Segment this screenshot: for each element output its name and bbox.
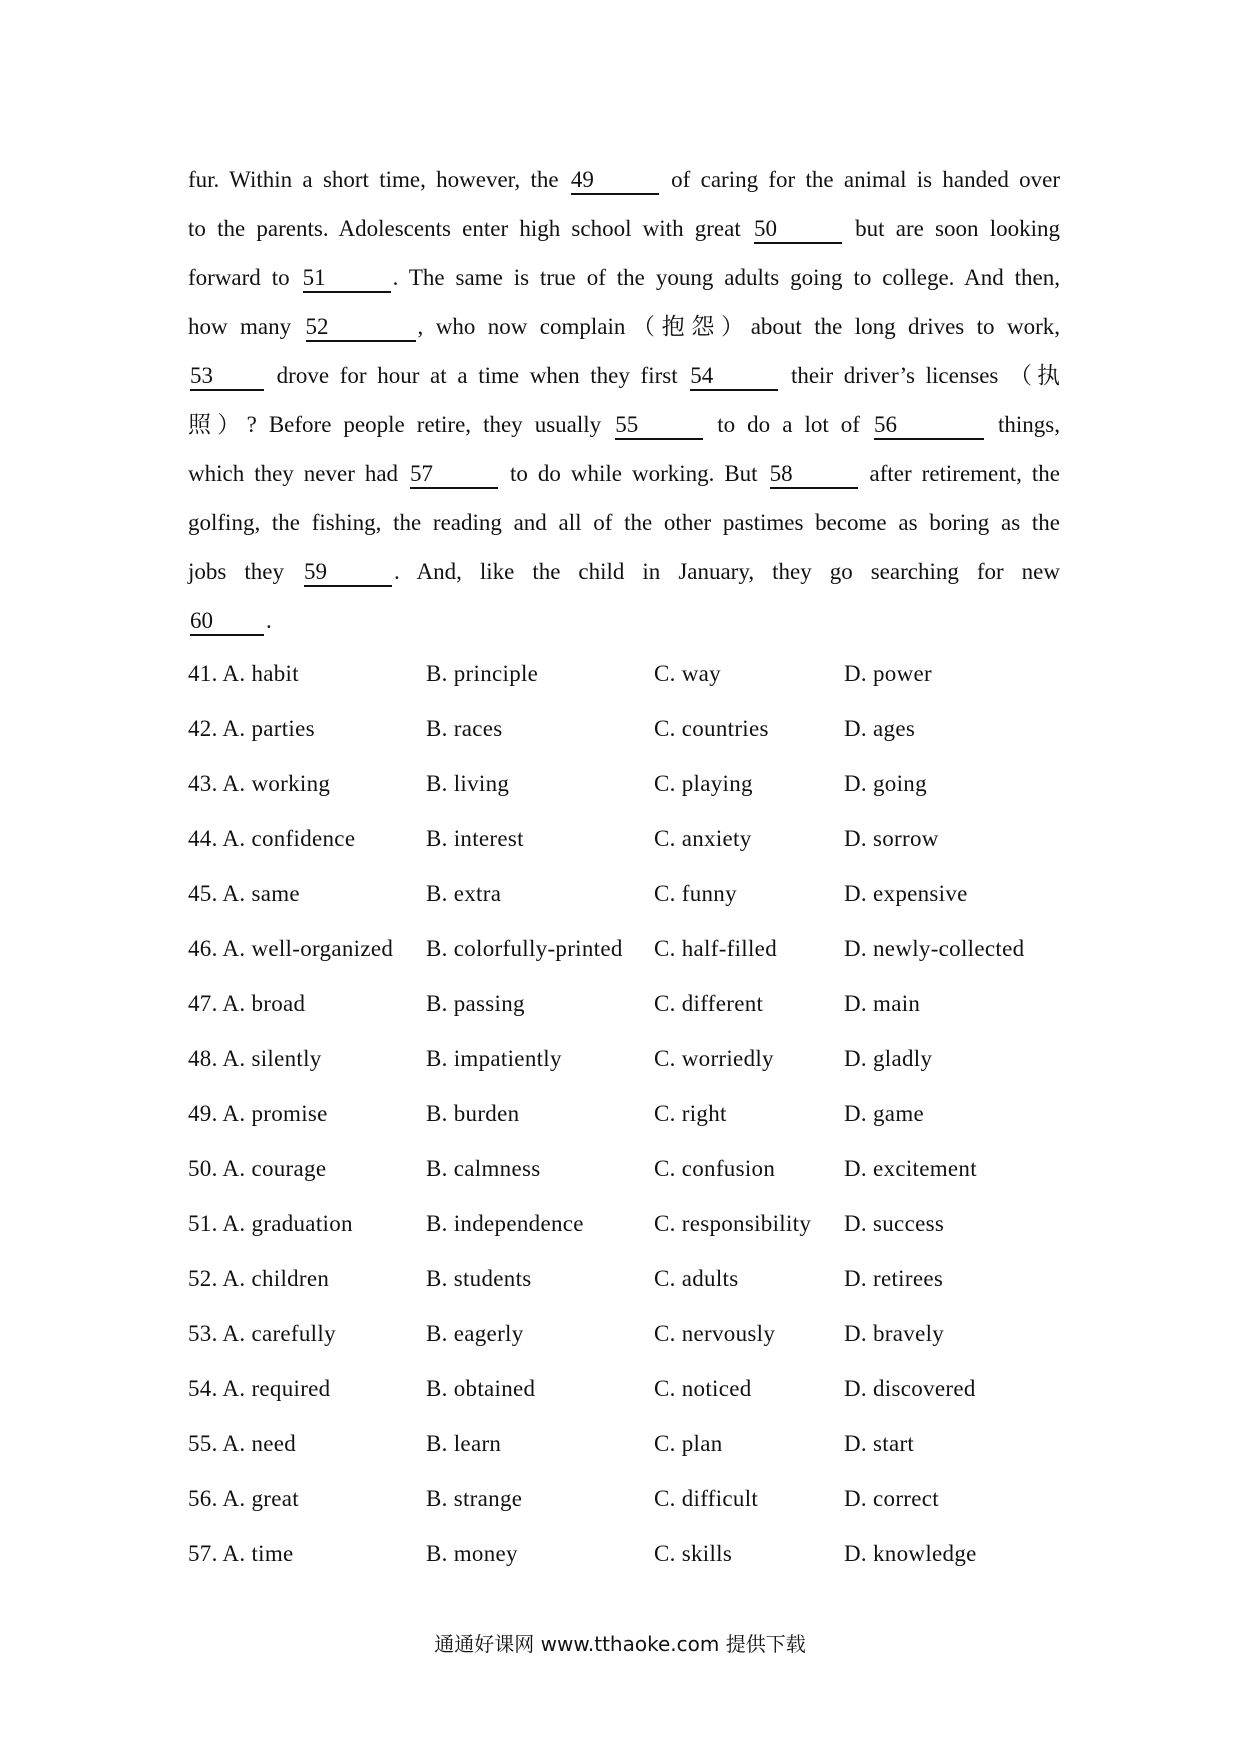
option-d: D. knowledge [844, 1541, 977, 1566]
question-row [188, 1211, 1060, 1266]
blank-59: 59 [304, 559, 392, 587]
blank-60: 60 [190, 608, 264, 636]
question-row [188, 1046, 1060, 1101]
question-row [188, 716, 1060, 771]
option-d: D. success [844, 1211, 945, 1236]
answer-options [188, 661, 1060, 1596]
passage-line: jobs they 59 . And, like the child in January, they go searching for new [188, 547, 1060, 596]
option-d: D. sorrow [844, 826, 939, 851]
option-b: B. impatiently [426, 1046, 562, 1071]
option-c: C. right [654, 1101, 727, 1126]
option-c: C. skills [654, 1541, 733, 1566]
blank-53: 53 [190, 363, 264, 391]
blank-56: 56 [874, 412, 984, 440]
document-page [188, 155, 1060, 1596]
blank-51: 51 [303, 265, 391, 293]
page-footer: 通通好课网 www.tthaoke.com 提供下载 [434, 1632, 806, 1656]
option-a: 46. A. well-organized [188, 936, 394, 961]
option-a: 54. A. required [188, 1376, 331, 1401]
blank-54: 54 [690, 363, 778, 391]
option-b: B. living [426, 771, 510, 796]
question-row [188, 1321, 1060, 1376]
passage-line: fur. Within a short time, however, the 49 of caring for the animal is handed over [188, 155, 1060, 204]
option-c: C. adults [654, 1266, 739, 1291]
option-d: D. gladly [844, 1046, 933, 1071]
option-c: C. responsibility [654, 1211, 812, 1236]
option-b: B. strange [426, 1486, 523, 1511]
question-row [188, 1376, 1060, 1431]
option-a: 41. A. habit [188, 661, 299, 686]
option-a: 48. A. silently [188, 1046, 322, 1071]
passage-line: golfing, the fishing, the reading and all of the other pastimes become as boring as the [188, 510, 1060, 535]
passage-line: 照）? Before people retire, they usually 55 to do a lot of 56 things, [188, 400, 1060, 449]
question-row [188, 1486, 1060, 1541]
option-c: C. way [654, 661, 721, 686]
option-c: C. anxiety [654, 826, 752, 851]
option-b: B. passing [426, 991, 525, 1016]
option-a: 53. A. carefully [188, 1321, 336, 1346]
option-d: D. newly-collected [844, 936, 1025, 961]
passage-line: which they never had 57 to do while working. But 58 after retirement, the [188, 449, 1060, 498]
passage-line: how many 52 , who now complain（抱怨）about the long drives to work, [188, 302, 1060, 351]
option-a: 42. A. parties [188, 716, 315, 741]
option-c: C. worriedly [654, 1046, 774, 1071]
option-a: 56. A. great [188, 1486, 299, 1511]
option-d: D. game [844, 1101, 925, 1126]
question-row [188, 1541, 1060, 1596]
question-row [188, 1156, 1060, 1211]
option-d: D. going [844, 771, 927, 796]
option-b: B. independence [426, 1211, 584, 1236]
option-b: B. races [426, 716, 503, 741]
question-row [188, 661, 1060, 716]
option-d: D. start [844, 1431, 915, 1456]
option-a: 52. A. children [188, 1266, 330, 1291]
option-a: 50. A. courage [188, 1156, 327, 1181]
question-row [188, 1431, 1060, 1486]
blank-50: 50 [754, 216, 842, 244]
option-a: 55. A. need [188, 1431, 297, 1456]
option-d: D. bravely [844, 1321, 945, 1346]
question-row [188, 991, 1060, 1046]
question-row [188, 936, 1060, 991]
option-c: C. funny [654, 881, 737, 906]
option-d: D. excitement [844, 1156, 977, 1181]
passage-line: 60 . [188, 596, 1060, 645]
option-c: C. countries [654, 716, 769, 741]
option-b: B. burden [426, 1101, 520, 1126]
option-a: 51. A. graduation [188, 1211, 353, 1236]
question-row [188, 881, 1060, 936]
blank-55: 55 [615, 412, 703, 440]
option-c: C. noticed [654, 1376, 752, 1401]
option-a: 49. A. promise [188, 1101, 328, 1126]
option-c: C. confusion [654, 1156, 776, 1181]
passage-line: to the parents. Adolescents enter high school with great 50 but are soon looking [188, 204, 1060, 253]
question-row [188, 1101, 1060, 1156]
option-c: C. different [654, 991, 764, 1016]
option-c: C. playing [654, 771, 753, 796]
blank-58: 58 [770, 461, 858, 489]
option-b: B. principle [426, 661, 539, 686]
option-b: B. eagerly [426, 1321, 524, 1346]
option-b: B. calmness [426, 1156, 541, 1181]
option-d: D. expensive [844, 881, 968, 906]
option-a: 44. A. confidence [188, 826, 356, 851]
question-row [188, 771, 1060, 826]
option-b: B. students [426, 1266, 532, 1291]
option-b: B. obtained [426, 1376, 536, 1401]
blank-52: 52 [306, 314, 416, 342]
option-c: C. plan [654, 1431, 723, 1456]
option-b: B. interest [426, 826, 524, 851]
question-row [188, 1266, 1060, 1321]
option-b: B. money [426, 1541, 518, 1566]
option-d: D. ages [844, 716, 916, 741]
option-d: D. power [844, 661, 932, 686]
option-d: D. correct [844, 1486, 939, 1511]
option-d: D. retirees [844, 1266, 944, 1291]
option-b: B. learn [426, 1431, 502, 1456]
blank-57: 57 [410, 461, 498, 489]
question-row [188, 826, 1060, 881]
option-c: C. difficult [654, 1486, 759, 1511]
option-a: 43. A. working [188, 771, 331, 796]
option-d: D. discovered [844, 1376, 976, 1401]
blank-49: 49 [571, 167, 659, 195]
option-a: 47. A. broad [188, 991, 306, 1016]
option-a: 45. A. same [188, 881, 300, 906]
option-c: C. half-filled [654, 936, 777, 961]
option-a: 57. A. time [188, 1541, 294, 1566]
option-c: C. nervously [654, 1321, 776, 1346]
option-b: B. extra [426, 881, 502, 906]
cloze-passage [188, 155, 1060, 645]
option-d: D. main [844, 991, 921, 1016]
option-b: B. colorfully-printed [426, 936, 623, 961]
passage-line: forward to 51 . The same is true of the young adults going to college. And then, [188, 253, 1060, 302]
passage-line: 53 drove for hour at a time when they first 54 their driver’s licenses （执 [188, 351, 1060, 400]
